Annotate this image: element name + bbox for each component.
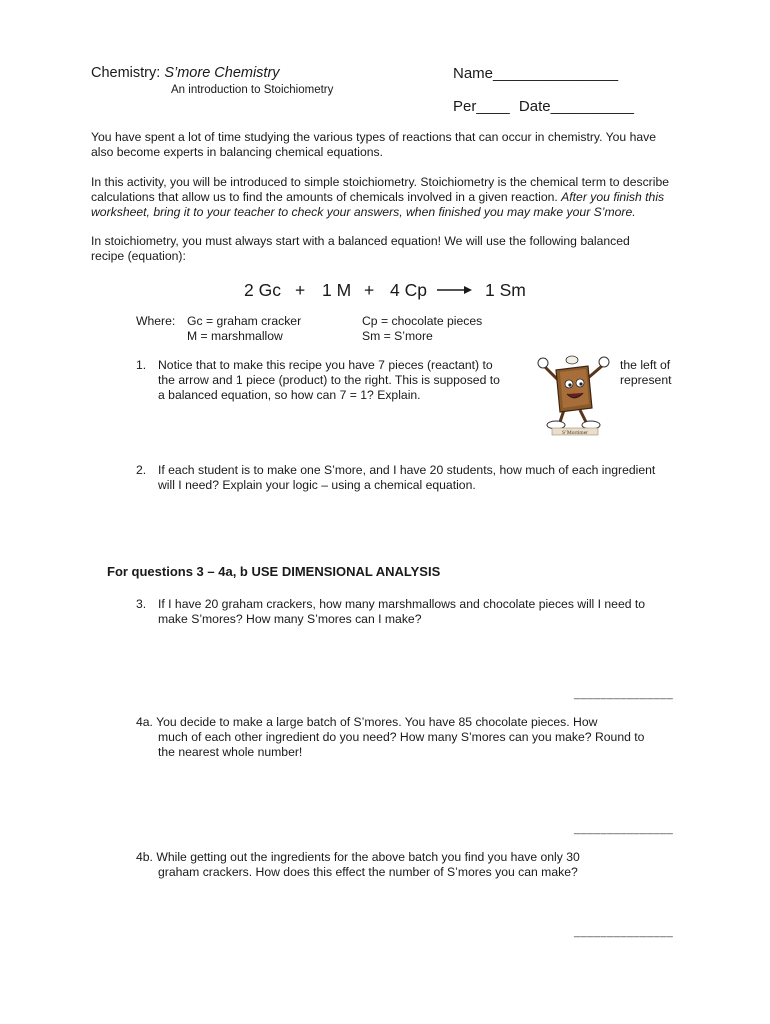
q1-line2: the arrow and 1 piece (product) to the right. This is supposed to <box>158 373 500 387</box>
q2-line1: If each student is to make one S’more, and I have 20 students, how much of each ingredient <box>158 463 656 477</box>
legend-m: M = marshmallow <box>187 329 283 343</box>
q2-line2: will I need? Explain your logic – using a chemical equation. <box>158 478 476 492</box>
intro-p1-line2: also become experts in balancing chemical equations. <box>91 145 383 159</box>
equation-plus-2: + <box>364 280 375 300</box>
intro-p2-line2-a: calculations that allow us to find the amounts of chemicals involved in a given reaction. <box>91 190 562 204</box>
q4a-line1: 4a. You decide to make a large batch of S’mores. You have 85 chocolate pieces. How <box>136 715 598 729</box>
per-field: Per____ <box>453 98 510 115</box>
intro-p2-line1: In this activity, you will be introduced to simple stoichiometry. Stoichiometry is the chemical term to describe <box>91 175 669 189</box>
q2-number: 2. <box>136 463 147 477</box>
q4a-line2: much of each other ingredient do you need? How many S’mores can you make? Round to <box>158 730 645 744</box>
q4b-line1: 4b. While getting out the ingredients for the above batch you find you have only 30 <box>136 850 580 864</box>
q1-line1: Notice that to make this recipe you have 7 pieces (reactant) to <box>158 358 493 372</box>
mascot-caption: S’Mortimer <box>562 430 588 436</box>
period-field <box>453 98 634 115</box>
legend-cp: Cp = chocolate pieces <box>362 314 483 328</box>
intro-p2-line3 <box>91 205 636 220</box>
reaction-arrow-icon <box>437 284 473 296</box>
section-heading: For questions 3 – 4a, b USE DIMENSIONAL ANALYSIS <box>107 564 441 579</box>
equation-term-gc: 2 Gc <box>244 280 281 300</box>
subtitle: An introduction to Stoichiometry <box>171 84 334 96</box>
equation-term-m: 1 M <box>322 280 352 300</box>
q4b-line2: graham crackers. How does this effect the number of S’mores you can make? <box>158 865 578 879</box>
q4a-answer-line[interactable]: _______________ <box>574 823 674 835</box>
worksheet-title <box>91 65 280 81</box>
subject-label: Chemistry: <box>91 65 161 81</box>
name-field: Name_______________ <box>453 65 619 82</box>
intro-p2-line2-b: After you finish this <box>561 190 665 204</box>
equation-plus-1: + <box>295 280 306 300</box>
legend-sm: Sm = S’more <box>362 329 433 343</box>
q3-answer-line[interactable]: _______________ <box>574 688 674 700</box>
date-field: Date__________ <box>518 98 634 115</box>
intro-p3-line2: recipe (equation): <box>91 249 186 263</box>
intro-p2-line3-text: worksheet, bring it to your teacher to check your answers, when finished you may make your S’more. <box>91 205 636 219</box>
intro-p2-line2 <box>91 190 664 205</box>
smore-mascot-icon <box>536 348 614 436</box>
legend-where: Where: <box>136 314 176 328</box>
q1-right-line2: represent <box>620 373 672 387</box>
legend-gc: Gc = graham cracker <box>187 314 302 328</box>
equation-term-cp: 4 Cp <box>390 280 427 300</box>
q3-number: 3. <box>136 597 147 611</box>
q4a-line3: the nearest whole number! <box>158 745 303 759</box>
q3-line2: make S’mores? How many S’mores can I make? <box>158 612 422 626</box>
q1-right-line1: the left of <box>620 358 671 372</box>
q1-line3: a balanced equation, so how can 7 = 1? Explain. <box>158 388 421 402</box>
intro-p3-line1: In stoichiometry, you must always start with a balanced equation! We will use the following balanced <box>91 234 630 248</box>
title-label: S’more Chemistry <box>164 65 280 81</box>
q3-line1: If I have 20 graham crackers, how many marshmallows and chocolate pieces will I need to <box>158 597 646 611</box>
intro-p1-line1: You have spent a lot of time studying the various types of reactions that can occur in chemistry. You have <box>91 130 657 144</box>
q1-number: 1. <box>136 358 147 372</box>
equation-product-sm: 1 Sm <box>485 280 526 300</box>
q4b-answer-line[interactable]: _______________ <box>574 926 674 938</box>
